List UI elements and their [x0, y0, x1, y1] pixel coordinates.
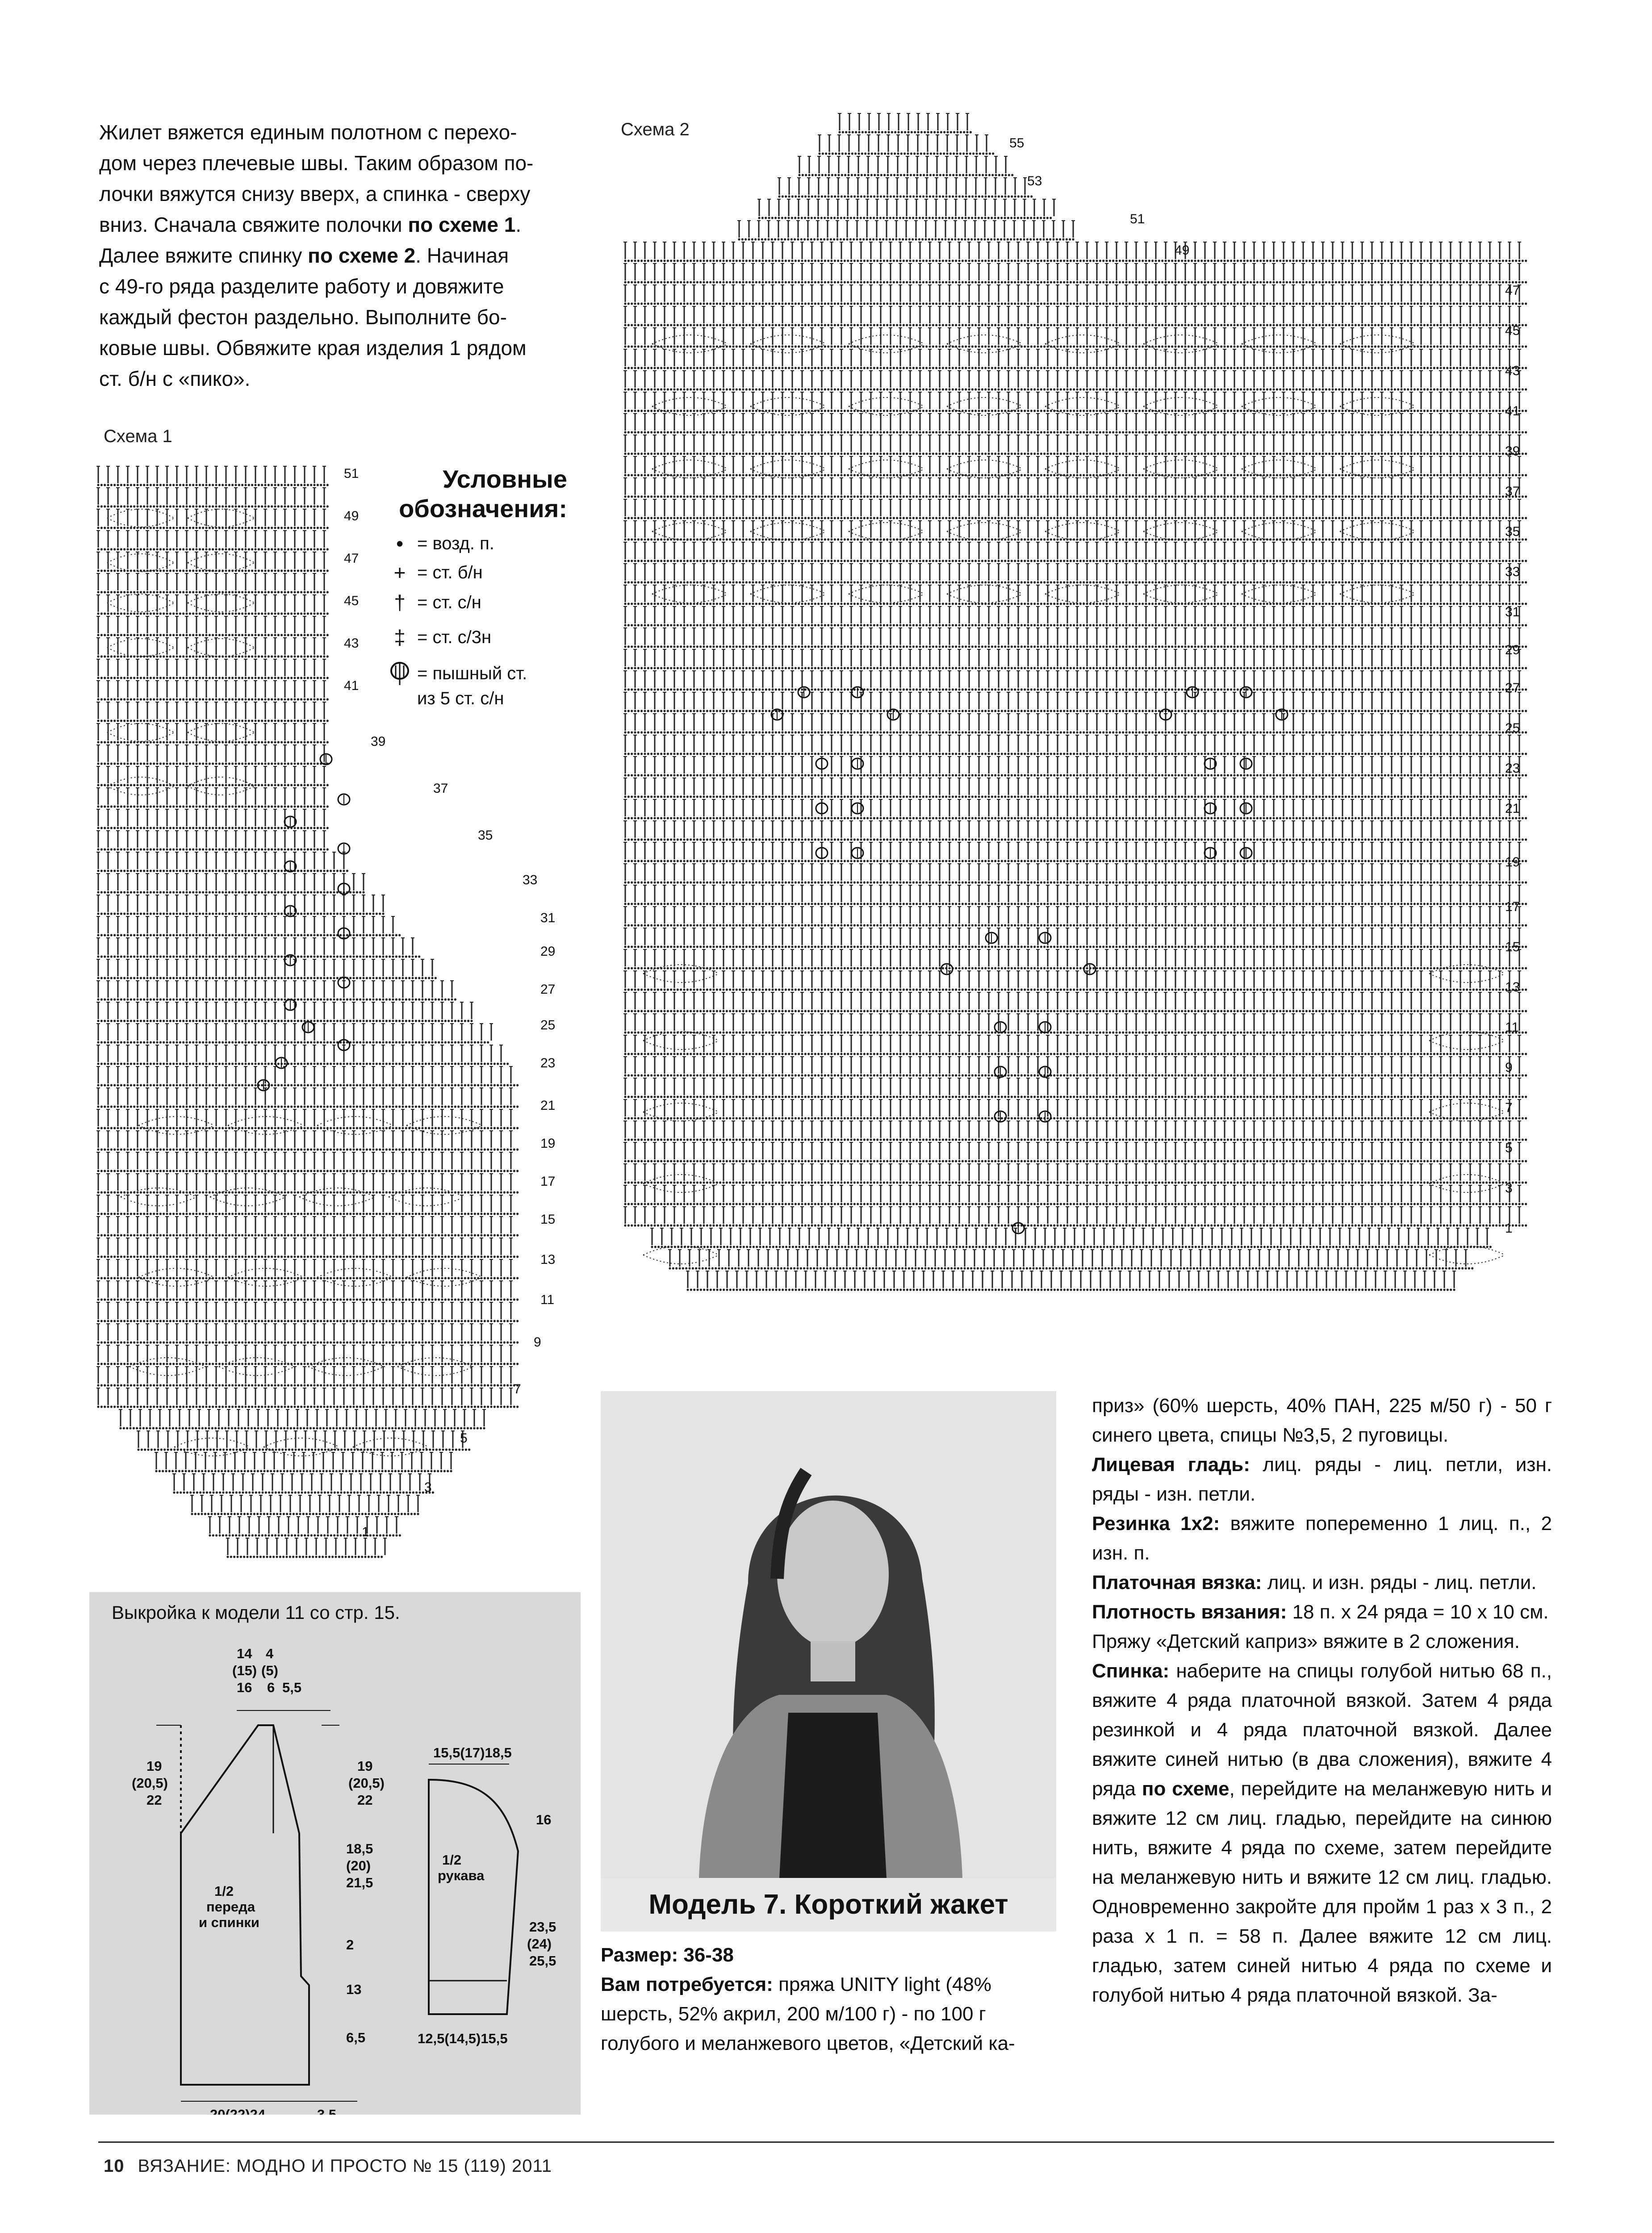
row-number: 9	[534, 1335, 541, 1350]
legend-item-text: = ст. б/н	[417, 563, 483, 583]
row-number: 7	[1505, 1100, 1513, 1115]
pattern-part-label: и спинки	[199, 1915, 259, 1930]
size-line	[601, 1940, 1058, 1970]
needs-label: Вам потребуется:	[601, 1974, 773, 1995]
row-number: 1	[362, 1525, 369, 1539]
legend-item-dc	[389, 590, 481, 615]
row-number: 53	[1027, 174, 1042, 188]
instr-para	[1092, 1597, 1552, 1627]
size-label: Размер:	[601, 1944, 678, 1966]
instr-para	[1092, 1656, 1552, 2010]
intro-text	[99, 117, 568, 394]
intro-line: дом через плечевые швы. Таким образом по-	[99, 148, 568, 179]
intro-bold-scheme1: по схеме 1	[408, 213, 515, 236]
row-number: 41	[1505, 404, 1520, 418]
row-number: 33	[1505, 565, 1520, 579]
needs-line: голубого и меланжевого цветов, «Детский ка-	[601, 2029, 1058, 2058]
model-photo-image	[601, 1391, 1056, 1932]
row-number: 21	[540, 1098, 555, 1113]
instr-text: лиц. ряды - лиц. петли, изн. ряды - изн. петли.	[1092, 1454, 1552, 1505]
intro-line: с 49-го ряда разделите работу и довяжите	[99, 271, 568, 302]
footer	[104, 2156, 552, 2176]
row-number: 25	[1505, 721, 1520, 736]
instr-label: Лицевая гладь:	[1092, 1454, 1250, 1476]
legend-title-line1: Условные	[389, 464, 576, 494]
puff-stitch-icon	[389, 661, 411, 691]
row-number: 15	[540, 1212, 555, 1227]
row-number: 21	[1505, 801, 1520, 816]
pattern-dim-label: 23,5	[529, 1919, 556, 1935]
row-number: 13	[540, 1252, 555, 1267]
pattern-dim-label: 19	[146, 1758, 162, 1774]
intro-line: каждый фестон раздельно. Выполните бо-	[99, 302, 568, 333]
intro-line-start: Далее вяжите спинку	[99, 244, 308, 267]
sleeve-outline	[429, 1780, 518, 2014]
intro-line: лочки вяжутся снизу вверх, а спинка - сверху	[99, 179, 568, 209]
instr-para	[1092, 1450, 1552, 1509]
pattern-part-label: 1/2	[214, 1883, 234, 1899]
pattern-dim-label: 22	[146, 1792, 162, 1808]
pattern-dim-label: (20)	[346, 1858, 371, 1873]
photo-caption: Модель 7. Короткий жакет	[601, 1878, 1056, 1932]
instr-para	[1092, 1568, 1552, 1597]
scheme2-grid	[623, 113, 1527, 1291]
intro-line: ст. б/н с «пико».	[99, 364, 568, 394]
double-crochet-icon: †	[389, 590, 411, 615]
pattern-title: Выкройка к модели 11 со стр. 15.	[112, 1602, 400, 1623]
row-number: 31	[540, 911, 555, 925]
row-number: 37	[1505, 484, 1520, 499]
pattern-dim-label: 16	[237, 1680, 252, 1695]
pattern-part-label: 1/2	[442, 1852, 461, 1868]
instr-label: Плотность вязания:	[1092, 1601, 1287, 1623]
instr-text: наберите на спицы голубой нитью 68 п., вяжите 4 ряда платочной вязкой. Затем 4 ряда резинкой и 4 ряда платочной вязкой. Далее вяжите синей нитью (в два сложения), вяжите 4 ряда	[1092, 1660, 1552, 1800]
row-number: 23	[540, 1056, 555, 1071]
pattern-dim-label: 13	[346, 1982, 361, 1997]
row-number: 17	[540, 1174, 555, 1189]
instr-text: вяжите попеременно 1 лиц. п., 2 изн. п.	[1092, 1513, 1552, 1564]
row-number: 17	[1505, 899, 1520, 914]
row-number: 43	[1505, 364, 1520, 378]
instr-para	[1092, 1509, 1552, 1568]
scheme2-diagram	[616, 112, 1545, 1362]
pattern-dim-label: 6	[267, 1680, 275, 1695]
instr-text: , перейдите на меланжевую нить и вяжите 12 см лиц. гладью, перейдите на синюю нить, вяжите 4 ряда по схеме, затем перейдите на меланжевую нить и вяжите 12 см лиц. гладью. Одновременно закройте для пройм 1 раз х 3 п., 2 раза х 1 п. = 58 п. Далее вяжите 12 см лиц. гладью, затем синей нитью 4 ряда по схеме и голубой нитью 4 ряда платочной вязкой. За-	[1092, 1778, 1552, 2006]
magazine-title: ВЯЗАНИЕ: МОДНО И ПРОСТО № 15 (119) 2011	[138, 2156, 552, 2176]
page-number: 10	[104, 2156, 125, 2176]
chain-stitch-icon: •	[389, 531, 411, 556]
row-number: 47	[1505, 283, 1520, 298]
legend-item-text: = ст. с/3н	[417, 627, 491, 648]
row-number: 27	[540, 982, 555, 997]
pattern-dim-label: 18,5	[346, 1841, 373, 1857]
pattern-dim-label: (20,5)	[348, 1775, 385, 1791]
size-value: 36-38	[683, 1944, 734, 1966]
instr-bold: по схеме	[1142, 1778, 1230, 1800]
row-number: 45	[1505, 323, 1520, 338]
row-number: 51	[344, 466, 359, 481]
row-number: 39	[1505, 444, 1520, 459]
legend-title-line2: обозначения:	[389, 494, 576, 523]
row-number: 19	[540, 1136, 555, 1151]
instr-label: Резинка 1x2:	[1092, 1513, 1220, 1535]
legend	[389, 464, 576, 741]
instructions-column	[1092, 1391, 1552, 2010]
row-number: 3	[1505, 1181, 1513, 1196]
scheme2-label: Схема 2	[621, 120, 690, 140]
instr-text: 18 п. х 24 ряда = 10 х 10 см.	[1287, 1601, 1548, 1623]
scheme1-label: Схема 1	[104, 427, 172, 447]
row-number: 49	[1175, 243, 1189, 258]
pattern-dim-label: 4	[266, 1646, 274, 1661]
row-number: 35	[478, 828, 493, 843]
instr-text: лиц. и изн. ряды - лиц. петли.	[1262, 1572, 1536, 1593]
legend-item-puff	[389, 661, 527, 711]
materials-block	[601, 1940, 1058, 2058]
row-number: 39	[371, 734, 385, 749]
pattern-dim-label: 6,5	[346, 2030, 365, 2045]
single-crochet-icon: +	[389, 560, 411, 585]
pattern-panel	[89, 1592, 581, 2115]
intro-line-start: вниз. Сначала свяжите полочки	[99, 213, 408, 236]
row-number: 9	[1505, 1060, 1513, 1075]
pattern-dim-label: 16	[536, 1812, 551, 1827]
legend-item-text: = ст. с/н	[417, 593, 481, 613]
row-number: 7	[514, 1382, 521, 1397]
triple-crochet-icon: ‡	[389, 625, 411, 649]
row-number: 41	[344, 678, 359, 693]
row-number: 5	[460, 1431, 468, 1446]
row-number: 11	[1505, 1020, 1519, 1035]
intro-line: ковые швы. Обвяжите края изделия 1 рядом	[99, 333, 568, 364]
pattern-dim-label: 25,5	[529, 1953, 556, 1969]
row-number: 15	[1505, 940, 1520, 954]
instr-label: Платочная вязка:	[1092, 1572, 1262, 1593]
intro-line: вниз. Сначала свяжите полочки по схеме 1.	[99, 209, 568, 240]
pattern-drawing	[89, 1592, 581, 2115]
row-number: 45	[344, 594, 359, 608]
legend-item-text: = возд. п.	[417, 534, 494, 554]
row-number: 23	[1505, 761, 1520, 776]
intro-line: Жилет вяжется единым полотном с перехо-	[99, 117, 568, 148]
legend-puff-line1: = пышный ст.	[417, 664, 527, 683]
pattern-part-label: переда	[206, 1899, 255, 1915]
row-number: 3	[424, 1480, 432, 1495]
pattern-dim-label: 19	[357, 1758, 372, 1774]
scheme2-chart	[616, 112, 1545, 1362]
legend-item-sc	[389, 560, 483, 585]
puff-stitch-shape	[389, 661, 410, 686]
row-number: 13	[1505, 980, 1520, 995]
row-number: 19	[1505, 855, 1520, 870]
row-number: 43	[344, 636, 359, 651]
pattern-dim-label: 3,5	[317, 2107, 336, 2115]
pattern-dim-label: (24)	[527, 1936, 552, 1952]
row-number: 47	[344, 551, 359, 566]
row-number: 35	[1505, 524, 1520, 539]
intro-line	[99, 240, 568, 271]
pattern-dim-label: 2	[346, 1937, 354, 1953]
pattern-dim-label: 14	[237, 1646, 252, 1661]
footer-rule	[98, 2141, 1554, 2143]
row-number: 11	[540, 1292, 554, 1307]
row-number: 1	[1505, 1221, 1513, 1236]
intro-bold-scheme2: по схеме 2	[308, 244, 415, 267]
pattern-dim-label: 5,5	[282, 1680, 301, 1695]
instr-para: приз» (60% шерсть, 40% ПАН, 225 м/50 г) - 50 г синего цвета, спицы №3,5, 2 пуговицы.	[1092, 1391, 1552, 1450]
row-number: 49	[344, 509, 359, 523]
pattern-part-label: рукава	[438, 1868, 485, 1883]
row-number: 29	[540, 944, 555, 959]
row-number: 55	[1009, 136, 1024, 151]
row-number: 29	[1505, 643, 1520, 657]
needs-text: пряжа UNITY light (48%	[773, 1974, 991, 1995]
row-number: 5	[1505, 1141, 1513, 1155]
needs-line: шерсть, 52% акрил, 200 м/100 г) - по 100 г	[601, 1999, 1058, 2029]
row-number: 33	[523, 873, 537, 887]
row-number: 31	[1505, 605, 1520, 619]
instr-para: Пряжу «Детский каприз» вяжите в 2 сложения.	[1092, 1627, 1552, 1656]
pattern-dim-label: (20,5)	[132, 1775, 168, 1791]
legend-puff-line2: из 5 ст. с/н	[417, 689, 504, 708]
pattern-dim-label: 12,5(14,5)15,5	[418, 2031, 508, 2046]
instr-label: Спинка:	[1092, 1660, 1169, 1682]
legend-item-chain	[389, 531, 494, 556]
legend-item-text	[417, 661, 527, 711]
needs-line	[601, 1970, 1058, 1999]
intro-line-tail: . Начиная	[415, 244, 509, 267]
pattern-dim-label: 20(22)24	[210, 2107, 266, 2115]
pattern-dim-label: 22	[357, 1792, 372, 1808]
row-number: 27	[1505, 681, 1520, 695]
pattern-dim-label: (15)	[232, 1663, 257, 1678]
row-number: 25	[540, 1018, 555, 1033]
model-photo	[601, 1391, 1056, 1932]
pattern-dim-label: 21,5	[346, 1875, 373, 1890]
legend-item-tr	[389, 625, 491, 649]
row-number: 51	[1130, 212, 1145, 226]
pattern-dim-label: (5)	[261, 1663, 278, 1678]
pattern-dim-label: 15,5(17)18,5	[433, 1745, 512, 1760]
row-number: 37	[433, 781, 448, 796]
